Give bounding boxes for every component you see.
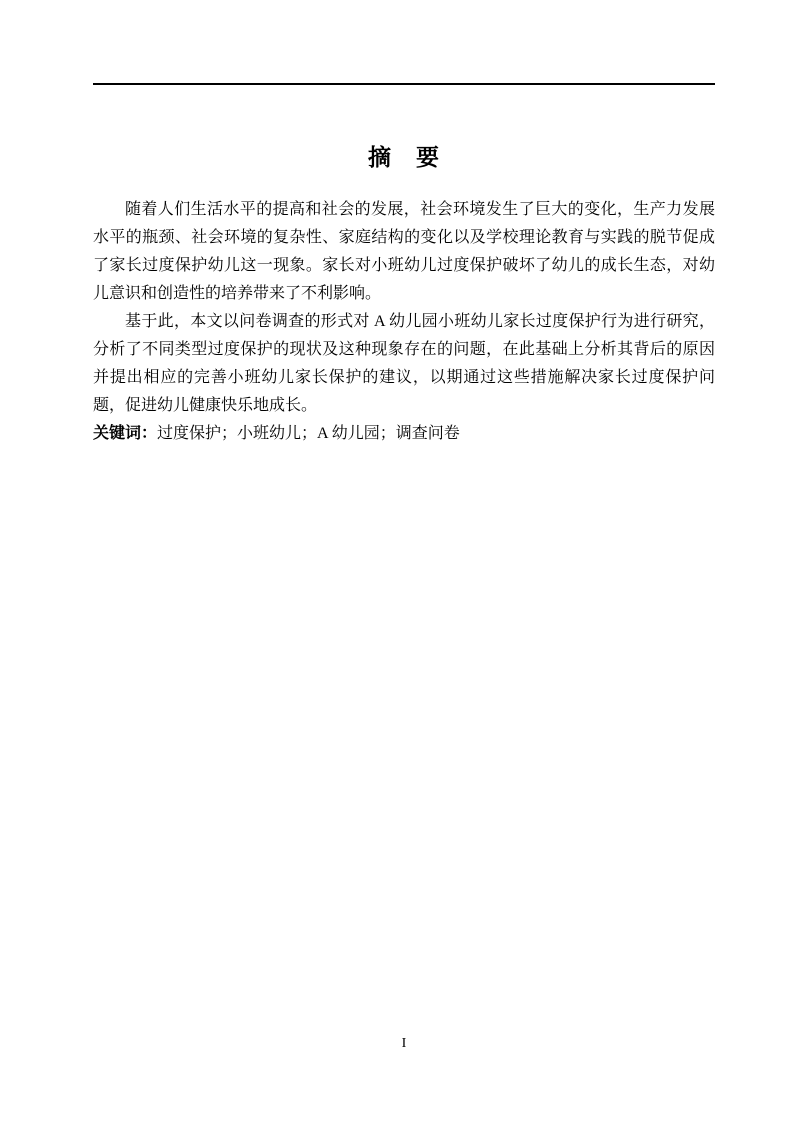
keywords-text: 过度保护；小班幼儿；A 幼儿园；调查问卷 [157, 425, 460, 442]
keywords-line [93, 420, 715, 448]
abstract-body [93, 196, 715, 420]
abstract-paragraph-1: 随着人们生活水平的提高和社会的发展，社会环境发生了巨大的变化，生产力发展水平的瓶颈、社会环境的复杂性、家庭结构的变化以及学校理论教育与实践的脱节促成了家长过度保护幼儿这一现象。家长对小班幼儿过度保护破坏了幼儿的成长生态，对幼儿意识和创造性的培养带来了不利影响。 [93, 201, 715, 302]
document-page-content [93, 0, 715, 448]
keywords-label: 关键词： [93, 425, 158, 442]
header-rule [93, 83, 715, 85]
page-title: 摘 要 [368, 145, 440, 170]
page-number: I [401, 1036, 407, 1051]
abstract-paragraph-2: 基于此，本文以问卷调查的形式对 A 幼儿园小班幼儿家长过度保护行为进行研究，分析了不同类型过度保护的现状及这种现象存在的问题，在此基础上分析其背后的原因并提出相应的完善小班幼儿家长保护的建议，以期通过这些措施解决家长过度保护问题，促进幼儿健康快乐地成长。 [93, 313, 715, 414]
